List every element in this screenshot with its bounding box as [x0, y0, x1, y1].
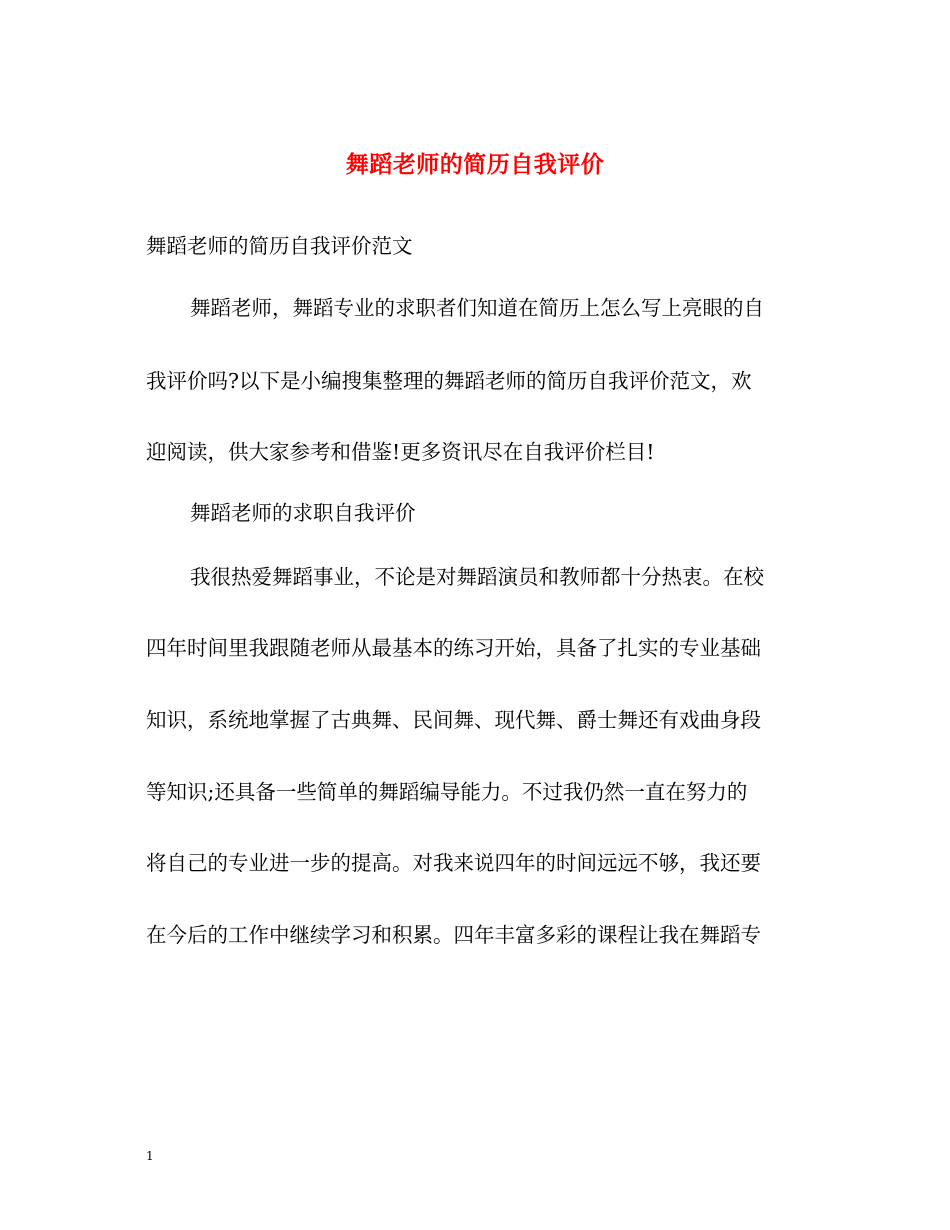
paragraph-line: 知识，系统地掌握了古典舞、民间舞、现代舞、爵士舞还有戏曲身段	[146, 708, 761, 732]
paragraph-line: 我很热爱舞蹈事业，不论是对舞蹈演员和教师都十分热衷。在校	[190, 565, 764, 589]
document-title: 舞蹈老师的简历自我评价	[345, 151, 605, 178]
page-number: 1	[146, 1149, 154, 1163]
subtitle-line: 舞蹈老师的简历自我评价范文	[146, 234, 413, 258]
paragraph-line: 迎阅读，供大家参考和借鉴!更多资讯尽在自我评价栏目!	[146, 440, 655, 464]
paragraph-line: 我评价吗?以下是小编搜集整理的舞蹈老师的简历自我评价范文，欢	[146, 369, 752, 393]
paragraph-line: 等知识;还具备一些简单的舞蹈编导能力。不过我仍然一直在努力的	[146, 780, 748, 804]
paragraph-line: 在今后的工作中继续学习和积累。四年丰富多彩的课程让我在舞蹈专	[146, 923, 761, 947]
paragraph-line: 四年时间里我跟随老师从最基本的练习开始，具备了扎实的专业基础	[146, 636, 761, 660]
paragraph-line: 舞蹈老师，舞蹈专业的求职者们知道在简历上怎么写上亮眼的自	[190, 296, 764, 320]
section-heading: 舞蹈老师的求职自我评价	[190, 501, 416, 525]
paragraph-line: 将自己的专业进一步的提高。对我来说四年的时间远远不够，我还要	[146, 851, 761, 875]
